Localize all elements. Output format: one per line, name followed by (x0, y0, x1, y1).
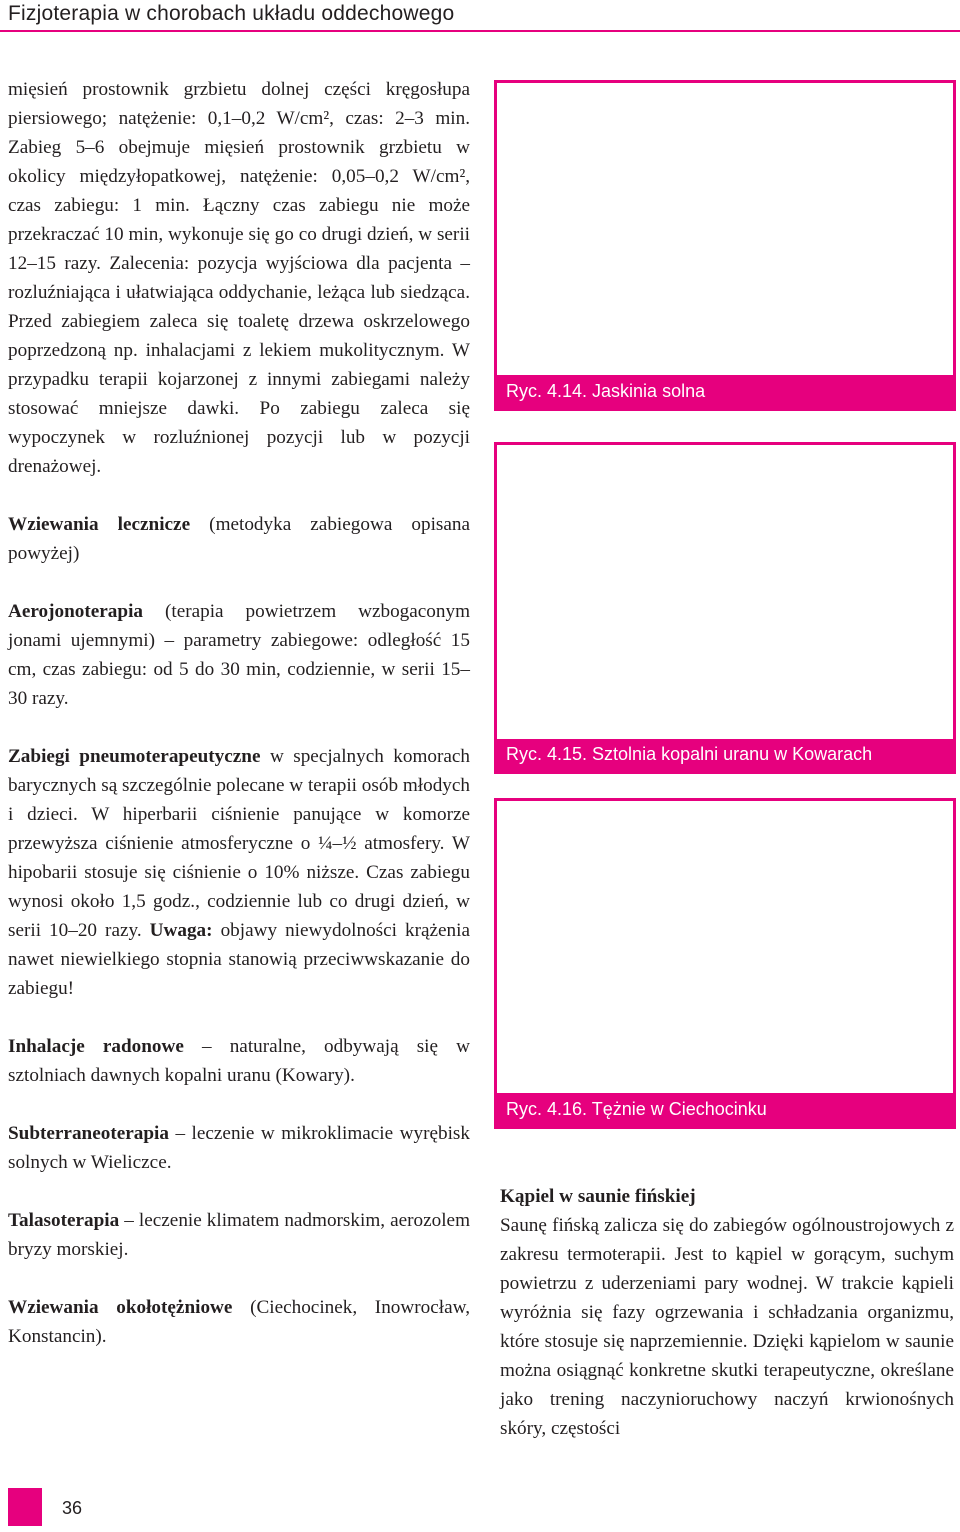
paragraph-sauna: Saunę fińską zalicza się do zabiegów ogólnoustrojowych z zakresu termoterapii. Jest to kąpiel w gorącym, suchym powietrzu z uderzeniami pary wodnej. W trakcie kąpieli wyróżnia się fazy ogrzewania i schładzania organizmu, które stosuje się naprzemiennie. Dzięki kąpielom w saunie można osiągnąć konkretne skutki terapeutyczne, określane jako trening naczynioruchowy naczyń krwionośnych skóry, częstości (500, 1215, 954, 1439)
running-header (0, 0, 960, 32)
warning-text: objawy niewydolności krążenia nawet niewielkiego stopnia stanowią przeciwwskazanie do zabiegu! (8, 920, 470, 999)
term-talasoterapia: Talasoterapia (8, 1210, 120, 1231)
paragraph-wziewania (8, 510, 470, 568)
figure-frame-4-16 (494, 798, 956, 1096)
figure-caption-bar-4-15 (494, 740, 956, 774)
term-inhalacje-radonowe: Inhalacje radonowe (8, 1036, 184, 1057)
paragraph-aerojonoterapia (8, 597, 470, 713)
term-aerojonoterapia: Aerojonoterapia (8, 601, 143, 622)
text-talasoterapia: – leczenie klimatem nadmorskim, aerozolem bryzy morskiej. (8, 1210, 470, 1260)
term-wziewania: Wziewania lecznicze (8, 514, 191, 535)
paragraph-subterraneoterapia (8, 1119, 470, 1177)
right-column (500, 1182, 954, 1443)
paragraph-ultrasound-continued: mięsień prostownik grzbietu dolnej części kręgosłupa piersiowego; natężenie: 0,1–0,2 W/cm², czas: 2–3 min. Zabieg 5–6 obejmuje mięsień prostownik grzbietu w okolicy międzyłopatkowej, natężenie: 0,05–0,2 W/cm², czas zabiegu: 1 min. Łączny czas zabiegu nie może przekraczać 10 min, wykonuje się go co drugi dzień, w serii 12–15 razy. Zalecenia: pozycja wyjściowa dla pacjenta – rozluźniająca i ułatwiająca oddychanie, leżąca lub siedząca. Przed zabiegiem zaleca się toaletę drzewa oskrzelowego poprzedzoną np. inhalacjami z lekiem mukolitycznym. W przypadku terapii kojarzonej z innymi zabiegami należy stosować mniejsze dawki. Po zabiegu zaleca się wypoczynek w rozluźnionej pozycji lub w pozycji drenażowej. (8, 79, 470, 477)
warning-label: Uwaga: (149, 920, 213, 941)
paragraph-wziewania-okolotezniowe (8, 1293, 470, 1351)
text-pneumoterapia: w specjalnych komorach barycznych są szczególnie polecane w terapii osób młodych i dzieci. W hiperbarii ciśnienie panujące w komorze przewyższa ciśnienie atmosferyczne o ¼–½ atmosfery. W hipobarii stosuje się ciśnienie o 10% niższe. Czas zabiegu wynosi około 1,5 godz., codziennie lub co drugi dzień, w serii 10–20 razy. (8, 746, 470, 941)
figure-caption-4-15: Ryc. 4.15. Sztolnia kopalni uranu w Kowarach (506, 744, 873, 764)
paragraph-inhalacje-radonowe (8, 1032, 470, 1090)
paragraph-talasoterapia (8, 1206, 470, 1264)
text-subterraneoterapia: – leczenie w mikroklimacie wyrębisk solnych w Wieliczce. (8, 1123, 470, 1173)
page-number: 36 (62, 1498, 83, 1518)
section-heading-sauna: Kąpiel w saunie fińskiej (500, 1186, 696, 1207)
figure-caption-4-14: Ryc. 4.14. Jaskinia solna (506, 381, 706, 401)
figure-frame-4-15 (494, 442, 956, 742)
term-wziewania-okolotezniowe: Wziewania okołotężniowe (8, 1297, 233, 1318)
figure-frame-4-14 (494, 80, 956, 378)
text-aerojonoterapia: (terapia powietrzem wzbogaconym jonami ujemnymi) – parametry zabiegowe: odległość 15 cm, czas zabiegu: od 5 do 30 min, codziennie, w serii 15–30 razy. (8, 601, 470, 709)
figure-caption-4-16: Ryc. 4.16. Tężnie w Ciechocinku (506, 1099, 767, 1119)
figure-caption-bar-4-16 (494, 1095, 956, 1129)
left-column (8, 75, 470, 1351)
term-subterraneoterapia: Subterraneoterapia (8, 1123, 169, 1144)
text-wziewania-okolotezniowe: (Ciechocinek, Inowrocław, Konstancin). (8, 1297, 470, 1347)
header-title: Fizjoterapia w chorobach układu oddechowego (8, 2, 455, 25)
term-pneumoterapia: Zabiegi pneumoterapeutyczne (8, 746, 261, 767)
page-number-marker (8, 1488, 42, 1526)
text-inhalacje-radonowe: – naturalne, odbywają się w sztolniach dawnych kopalni uranu (Kowary). (8, 1036, 471, 1086)
text-wziewania: (metodyka zabiegowa opisana powyżej) (8, 514, 471, 564)
paragraph-pneumoterapia (8, 742, 470, 1003)
figure-caption-bar-4-14 (494, 377, 956, 411)
